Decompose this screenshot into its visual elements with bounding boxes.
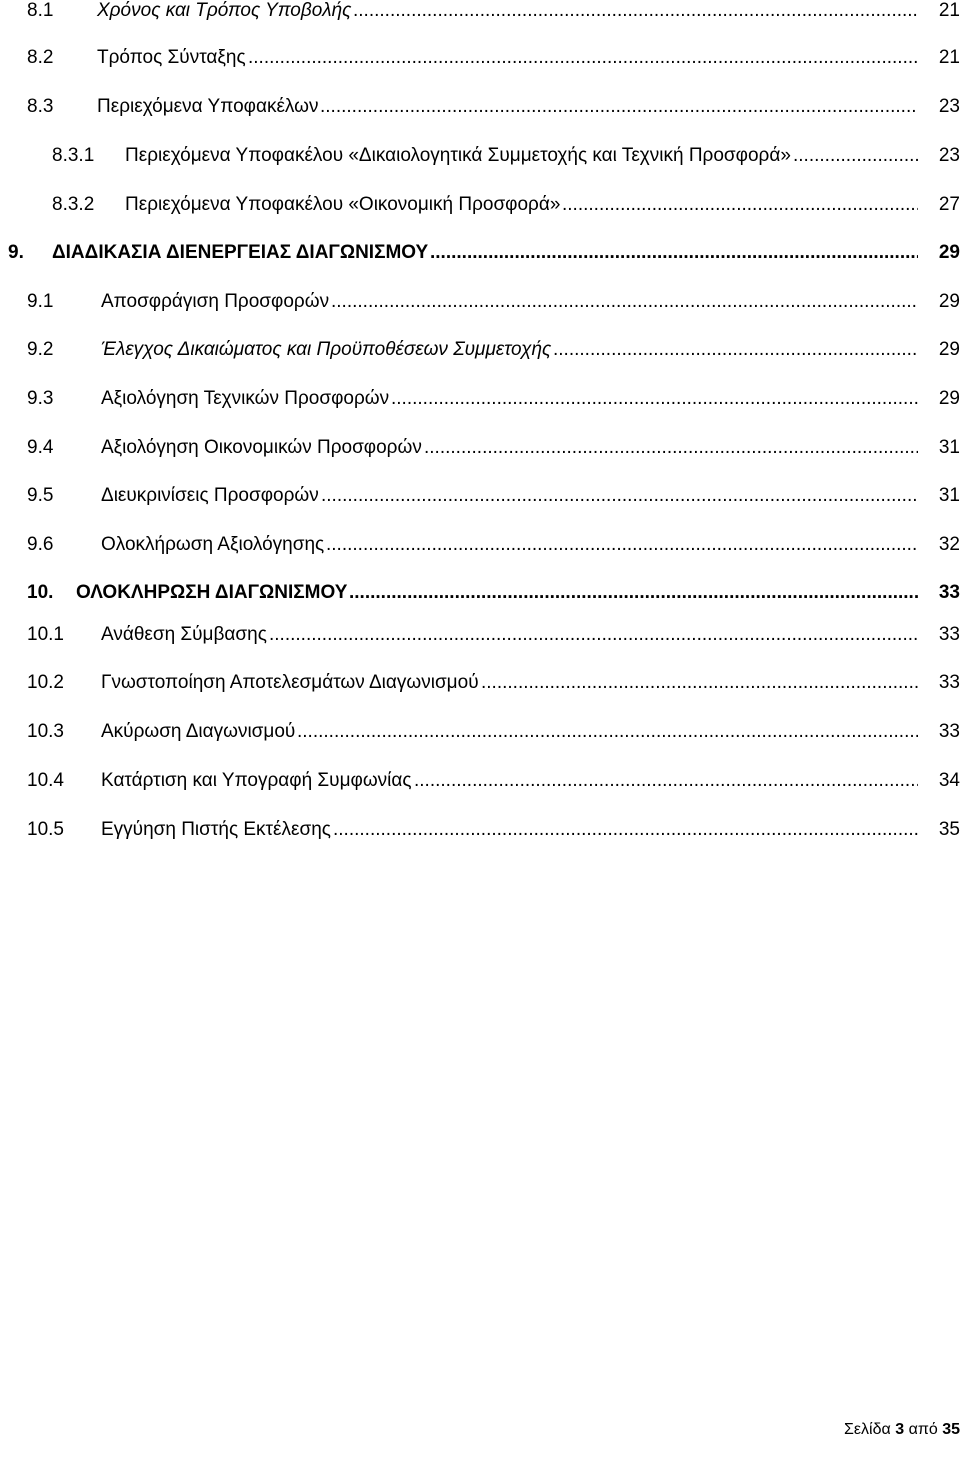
- toc-entry[interactable]: [0, 90, 960, 124]
- toc-entry-title: Αποσφράγιση Προσφορών: [101, 291, 330, 312]
- toc-entry[interactable]: [0, 813, 960, 847]
- toc-entry[interactable]: [0, 236, 960, 270]
- toc-entry[interactable]: [0, 576, 960, 610]
- toc-entry-page: 33: [938, 721, 960, 742]
- toc-entry-title: ΔΙΑΔΙΚΑΣΙΑ ΔΙΕΝΕΡΓΕΙΑΣ ΔΙΑΓΩΝΙΣΜΟΥ: [52, 242, 429, 263]
- toc-entry[interactable]: [0, 41, 960, 75]
- toc-entry[interactable]: [0, 0, 960, 28]
- toc-dot-leader: [349, 576, 918, 610]
- footer-label: Σελίδα: [844, 1421, 891, 1438]
- toc-entry[interactable]: [0, 431, 960, 465]
- toc-entry-page: 23: [938, 96, 960, 117]
- toc-entry-page: 29: [938, 242, 960, 263]
- toc-dot-leader: [321, 479, 918, 513]
- footer-total-pages: 35: [942, 1421, 960, 1438]
- toc-entry-number: 8.3.1: [52, 145, 95, 166]
- toc-entry-title: Τρόπος Σύνταξης: [97, 47, 246, 68]
- toc-entry-page: 32: [938, 534, 960, 555]
- toc-entry-title: Ολοκλήρωση Αξιολόγησης: [101, 534, 325, 555]
- toc-dot-leader: [424, 431, 918, 465]
- toc-entry-title: Περιεχόμενα Υποφακέλου «Οικονομική Προσφορά»: [125, 194, 561, 215]
- toc-entry[interactable]: [0, 764, 960, 798]
- toc-entry-title: Περιεχόμενα Υποφακέλων: [97, 96, 319, 117]
- toc-entry-page: 33: [938, 582, 960, 603]
- toc-entry-page: 33: [938, 624, 960, 645]
- toc-entry-number: 10.1: [27, 624, 64, 645]
- toc-entry-number: 9.1: [27, 291, 54, 312]
- toc-entry-number: 10.3: [27, 721, 64, 742]
- toc-entry-number: 8.3.2: [52, 194, 95, 215]
- toc-entry[interactable]: [0, 285, 960, 319]
- toc-dot-leader: [331, 285, 918, 319]
- toc-entry-page: 35: [938, 819, 960, 840]
- toc-entry-title: Έλεγχος Δικαιώματος και Προϋποθέσεων Συμμετοχής: [101, 339, 552, 360]
- toc-entry-title: Ανάθεση Σύμβασης: [101, 624, 267, 645]
- toc-entry-page: 29: [938, 388, 960, 409]
- toc-dot-leader: [320, 90, 918, 124]
- toc-entry-page: 34: [938, 770, 960, 791]
- toc-entry-number: 9.: [8, 242, 24, 263]
- toc-entry-page: 27: [938, 194, 960, 215]
- page-footer: [844, 1418, 960, 1442]
- toc-dot-leader: [553, 333, 918, 367]
- toc-dot-leader: [326, 528, 918, 562]
- toc-entry-number: 8.2: [27, 47, 54, 68]
- toc-entry-page: 23: [938, 145, 960, 166]
- toc-entry-number: 8.1: [27, 0, 54, 21]
- toc-entry[interactable]: [0, 479, 960, 513]
- toc-entry[interactable]: [0, 618, 960, 652]
- toc-entry[interactable]: [0, 528, 960, 562]
- toc-entry-title: Γνωστοποίηση Αποτελεσμάτων Διαγωνισμού: [101, 672, 479, 693]
- toc-entry[interactable]: [0, 188, 960, 222]
- toc-entry[interactable]: [0, 715, 960, 749]
- toc-entry[interactable]: [0, 666, 960, 700]
- toc-entry-number: 10.: [27, 582, 54, 603]
- toc-entry-page: 31: [938, 485, 960, 506]
- toc-dot-leader: [269, 618, 918, 652]
- toc-entry-number: 9.6: [27, 534, 54, 555]
- toc-dot-leader: [793, 139, 918, 173]
- toc-entry-title: Αξιολόγηση Τεχνικών Προσφορών: [101, 388, 390, 409]
- toc-entry-number: 9.3: [27, 388, 54, 409]
- toc-dot-leader: [248, 41, 918, 75]
- toc-entry[interactable]: [0, 382, 960, 416]
- toc-entry-page: 21: [938, 47, 960, 68]
- toc-dot-leader: [297, 715, 918, 749]
- footer-separator: από: [908, 1421, 938, 1438]
- toc-dot-leader: [562, 188, 918, 222]
- toc-entry[interactable]: [0, 139, 960, 173]
- toc-entry-page: 29: [938, 339, 960, 360]
- toc-entry-title: Ακύρωση Διαγωνισμού: [101, 721, 296, 742]
- toc-dot-leader: [391, 382, 918, 416]
- toc-entry-title: ΟΛΟΚΛΗΡΩΣΗ ΔΙΑΓΩΝΙΣΜΟΥ: [76, 582, 348, 603]
- toc-entry-title: Αξιολόγηση Οικονομικών Προσφορών: [101, 437, 422, 458]
- toc-entry-number: 9.4: [27, 437, 54, 458]
- toc-entry-title: Περιεχόμενα Υποφακέλου «Δικαιολογητικά Συμμετοχής και Τεχνική Προσφορά»: [125, 145, 791, 166]
- toc-entry-page: 33: [938, 672, 960, 693]
- toc-entry-title: Χρόνος και Τρόπος Υποβολής: [97, 0, 352, 21]
- toc-entry-page: 29: [938, 291, 960, 312]
- toc-dot-leader: [353, 0, 918, 28]
- toc-dot-leader: [414, 764, 918, 798]
- toc-dot-leader: [333, 813, 918, 847]
- toc-entry-page: 31: [938, 437, 960, 458]
- toc-entry[interactable]: [0, 333, 960, 367]
- toc-entry-page: 21: [938, 0, 960, 21]
- toc-dot-leader: [481, 666, 918, 700]
- toc-entry-number: 9.2: [27, 339, 54, 360]
- toc-entry-number: 9.5: [27, 485, 54, 506]
- toc-entry-title: Εγγύηση Πιστής Εκτέλεσης: [101, 819, 331, 840]
- toc-entry-title: Κατάρτιση και Υπογραφή Συμφωνίας: [101, 770, 412, 791]
- toc-entry-number: 10.5: [27, 819, 64, 840]
- toc-entry-number: 10.4: [27, 770, 64, 791]
- toc-dot-leader: [430, 236, 918, 270]
- footer-current-page: 3: [895, 1421, 905, 1438]
- toc-entry-number: 8.3: [27, 96, 54, 117]
- toc-entry-number: 10.2: [27, 672, 64, 693]
- toc-entry-title: Διευκρινίσεις Προσφορών: [101, 485, 319, 506]
